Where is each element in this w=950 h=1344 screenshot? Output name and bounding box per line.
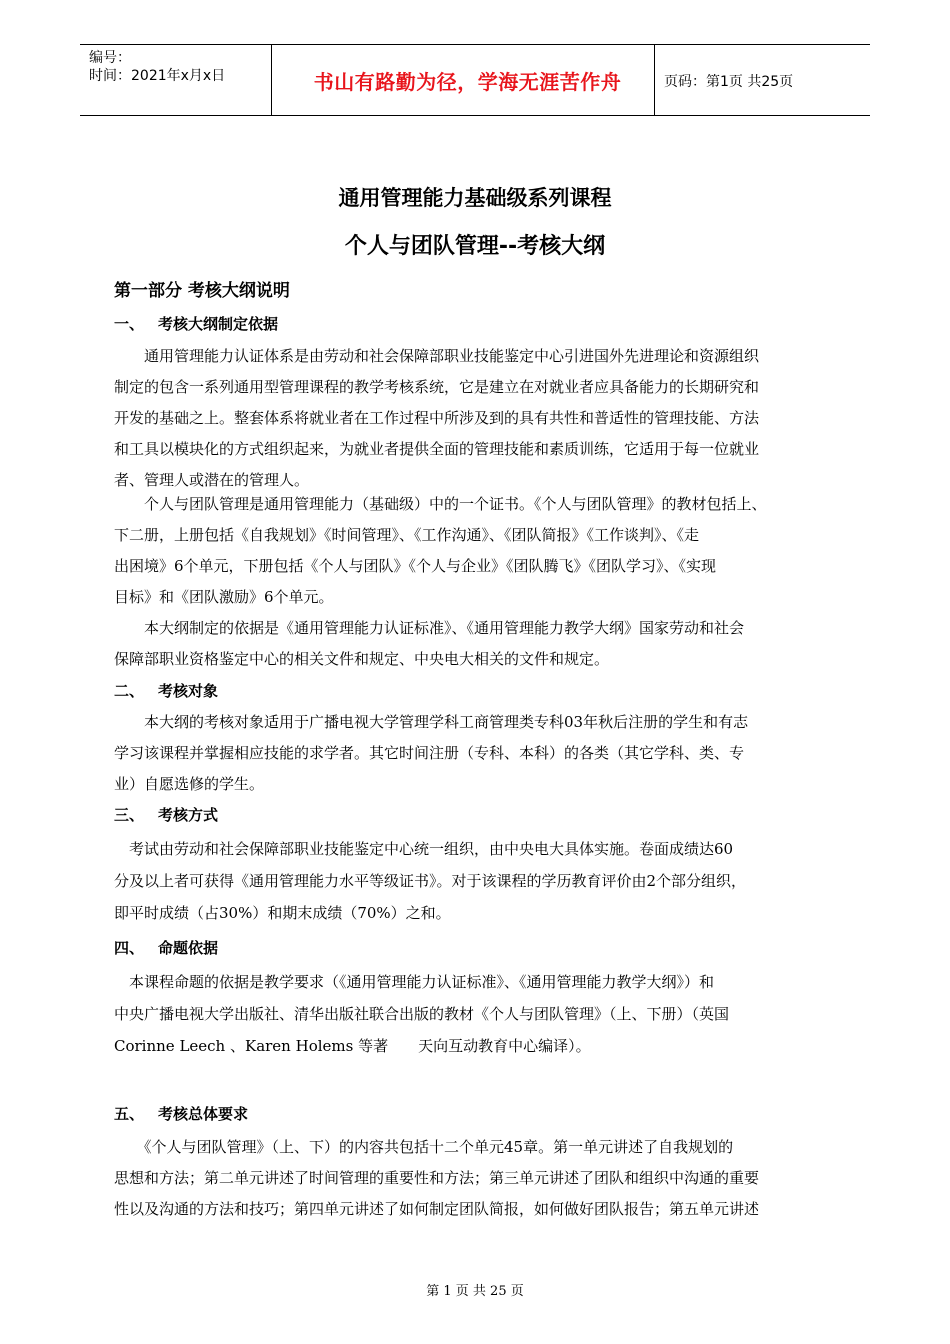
section-title: 命题依据 bbox=[158, 939, 219, 957]
text-line: 下二册，上册包括《自我规划》《时间管理》、《工作沟通》、《团队简报》《工作谈判》、《走 bbox=[114, 526, 700, 544]
text-line: 保障部职业资格鉴定中心的相关文件和规定、中央电大相关的文件和规定。 bbox=[114, 650, 610, 668]
text-line: 本大纲制定的依据是《通用管理能力认证标准》、《通用管理能力教学大纲》国家劳动和社会 bbox=[114, 619, 745, 637]
section-title: 考核方式 bbox=[158, 806, 219, 824]
section-title: 考核大纲制定依据 bbox=[158, 315, 279, 333]
text-line: 即平时成绩（占30%）和期末成绩（70%）之和。 bbox=[114, 904, 451, 922]
paragraph bbox=[114, 613, 844, 675]
page-header bbox=[80, 44, 870, 116]
section-heading bbox=[114, 313, 278, 334]
text-line: 考试由劳动和社会保障部职业技能鉴定中心统一组织，由中央电大具体实施。卷面成绩达60 bbox=[114, 840, 734, 858]
section-number: 三、 bbox=[114, 806, 145, 824]
text-line: 制定的包含一系列通用型管理课程的教学考核系统，它是建立在对就业者应具备能力的长期研究和 bbox=[114, 378, 760, 396]
section-heading bbox=[114, 937, 218, 958]
text-line: 通用管理能力认证体系是由劳动和社会保障部职业技能鉴定中心引进国外先进理论和资源组织 bbox=[114, 347, 760, 365]
paragraph bbox=[114, 833, 844, 929]
header-divider bbox=[271, 45, 272, 115]
text-line: 分及以上者可获得《通用管理能力水平等级证书》。对于该课程的学历教育评价由2个部分组织， bbox=[114, 872, 747, 890]
section-title: 考核对象 bbox=[158, 682, 219, 700]
text-line: 目标》和《团队激励》6个单元。 bbox=[114, 588, 334, 606]
text-line: 业）自愿选修的学生。 bbox=[114, 775, 265, 793]
page-footer: 第 1 页 共 25 页 bbox=[426, 1284, 524, 1299]
paragraph bbox=[114, 1132, 844, 1225]
header-motto: 书山有路勤为径，学海无涯苦作舟 bbox=[313, 69, 622, 94]
section-number: 四、 bbox=[114, 939, 145, 957]
header-divider bbox=[654, 45, 655, 115]
doc-title-line1: 通用管理能力基础级系列课程 bbox=[338, 186, 612, 210]
serial-label: 编号： bbox=[89, 50, 131, 66]
text-line: 开发的基础之上。整套体系将就业者在工作过程中所涉及到的具有共性和普适性的管理技能、方法 bbox=[114, 409, 760, 427]
text-line: 思想和方法；第二单元讲述了时间管理的重要性和方法；第三单元讲述了团队和组织中沟通的重要 bbox=[114, 1169, 760, 1187]
text-line: 者、管理人或潜在的管理人。 bbox=[114, 471, 310, 489]
section-number: 二、 bbox=[114, 682, 145, 700]
paragraph bbox=[114, 489, 844, 613]
section-title: 考核总体要求 bbox=[158, 1105, 249, 1123]
text-line: 中央广播电视大学出版社、清华出版社联合出版的教材《个人与团队管理》（上、下册）（英国 bbox=[114, 1005, 730, 1023]
text-line: 《个人与团队管理》（上、下）的内容共包括十二个单元45章。第一单元讲述了自我规划的 bbox=[114, 1138, 734, 1156]
section-heading bbox=[114, 680, 218, 701]
text-line: 出困境》6个单元，下册包括《个人与团队》《个人与企业》《团队腾飞》《团队学习》、《实现 bbox=[114, 557, 717, 575]
text-line: 和工具以模块化的方式组织起来，为就业者提供全面的管理技能和素质训练，它适用于每一位就业 bbox=[114, 440, 760, 458]
header-page-info: 页码：第1页 共25页 bbox=[664, 74, 794, 90]
paragraph bbox=[114, 341, 844, 496]
paragraph bbox=[114, 707, 844, 800]
text-line: 本课程命题的依据是教学要求（《通用管理能力认证标准》、《通用管理能力教学大纲》）和 bbox=[114, 973, 715, 991]
doc-title-line2: 个人与团队管理--考核大纲 bbox=[344, 234, 606, 259]
section-heading bbox=[114, 804, 218, 825]
section-heading bbox=[114, 1103, 248, 1124]
text-line: 个人与团队管理是通用管理能力（基础级）中的一个证书。《个人与团队管理》的教材包括上、 bbox=[114, 495, 767, 513]
section-number: 五、 bbox=[114, 1105, 145, 1123]
section-number: 一、 bbox=[114, 315, 145, 333]
time-label: 时间：2021年x月x日 bbox=[89, 68, 226, 84]
part-heading: 第一部分 考核大纲说明 bbox=[114, 281, 290, 301]
header-meta bbox=[89, 49, 225, 85]
text-line: 学习该课程并掌握相应技能的求学者。其它时间注册（专科、本科）的各类（其它学科、类、专 bbox=[114, 744, 745, 762]
paragraph bbox=[114, 966, 844, 1062]
text-line: 本大纲的考核对象适用于广播电视大学管理学科工商管理类专科03年秋后注册的学生和有志 bbox=[114, 713, 749, 731]
text-line: Corinne Leech 、Karen Holems 等著 天向互动教育中心编译）。 bbox=[114, 1037, 591, 1055]
text-line: 性以及沟通的方法和技巧；第四单元讲述了如何制定团队简报，如何做好团队报告；第五单元讲述 bbox=[114, 1200, 760, 1218]
